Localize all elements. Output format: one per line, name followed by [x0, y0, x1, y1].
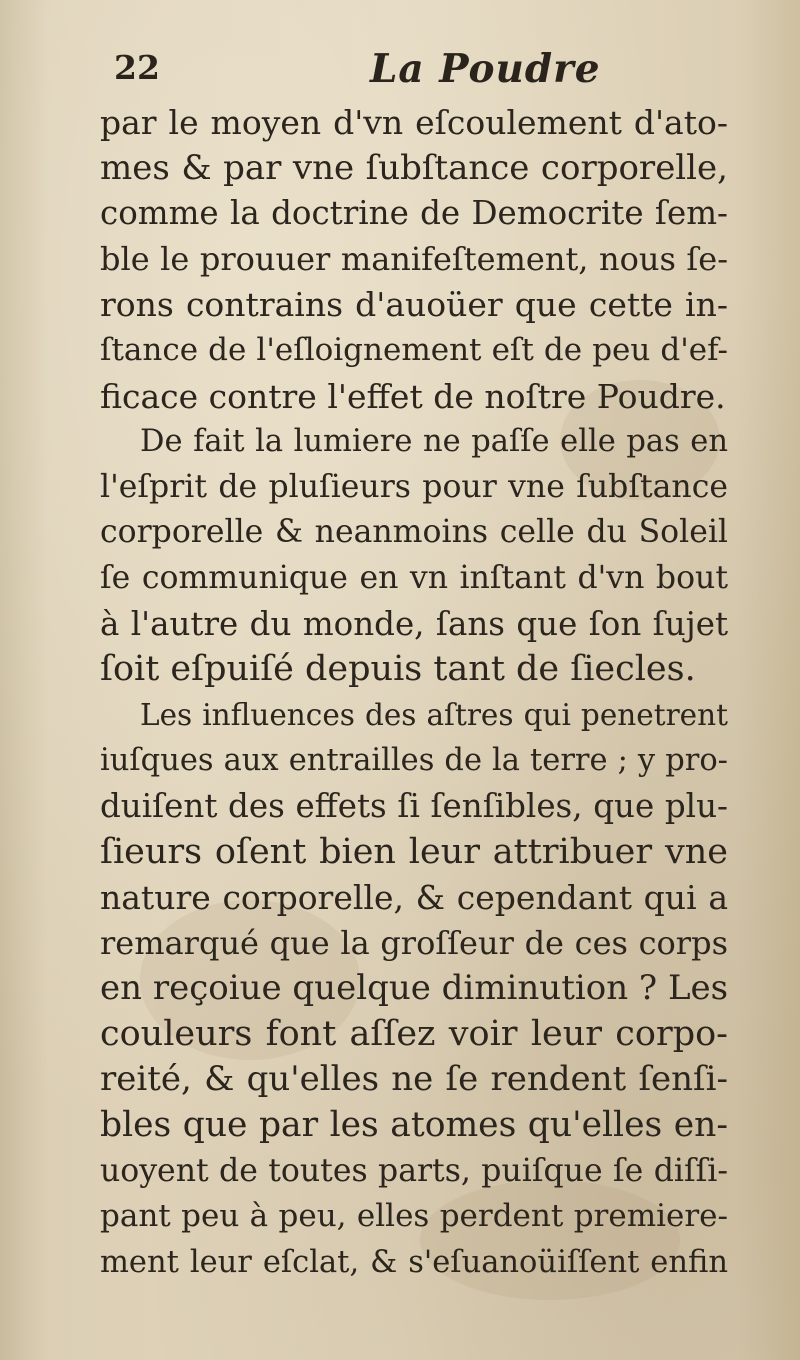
text-line: bles que par les atomes qu'elles en- [100, 1105, 728, 1146]
text-line: De fait la lumiere ne paſſe elle pas en [140, 424, 728, 460]
text-line: comme la doctrine de Democrite ſem- [100, 194, 728, 233]
text-line: ſe communique en vn inſtant d'vn bout [100, 559, 728, 596]
text-line: uoyent de toutes parts, puiſque ſe diſſi- [100, 1152, 728, 1189]
body-text [100, 100, 728, 1285]
text-line: corporelle & neanmoins celle du Soleil [100, 514, 728, 551]
text-line: iuſques aux entrailles de la terre ; y pro- [100, 743, 728, 779]
running-title: La Poudre [370, 46, 601, 92]
text-line: Les influences des aſtres qui penetrent [140, 697, 728, 732]
text-line: reité, & qu'elles ne ſe rendent ſenſi- [100, 1059, 728, 1100]
text-line: en reçoiue quelque diminution ? Les [100, 968, 728, 1009]
text-line: ſoit eſpuiſé depuis tant de ſiecles. [100, 649, 696, 690]
text-line: couleurs font aſſez voir leur corpo- [100, 1013, 728, 1054]
text-line: ſieurs oſent bien leur attribuer vne [100, 831, 728, 872]
text-line: ficace contre l'effet de noſtre Poudre. [100, 376, 726, 416]
text-line: remarqué que la groſſeur de ces corps [100, 923, 728, 962]
text-line: ſtance de l'eſloignement eſt de peu d'ef- [100, 331, 728, 368]
text-line: par le moyen d'vn eſcoulement d'ato- [100, 103, 728, 142]
page-number: 22 [114, 48, 160, 87]
text-line: pant peu à peu, elles perdent premiere- [100, 1198, 728, 1235]
text-line: ment leur eſclat, & s'eſuanoüiſſent enfin [100, 1244, 728, 1280]
text-line: ble le prouuer manifeſtement, nous ſe- [100, 239, 728, 278]
text-line: duiſent des effets ſi ſenſibles, que plu- [100, 786, 728, 825]
text-line: à l'autre du monde, ſans que ſon ſujet [100, 604, 728, 643]
text-line: nature corporelle, & cependant qui a [100, 878, 728, 918]
text-line: mes & par vne ſubſtance corporelle, [100, 147, 728, 188]
page-header [110, 46, 670, 96]
text-line: rons contrains d'auoüer que cette in- [100, 285, 728, 325]
text-line: l'eſprit de pluſieurs pour vne ſubſtance [100, 468, 728, 505]
